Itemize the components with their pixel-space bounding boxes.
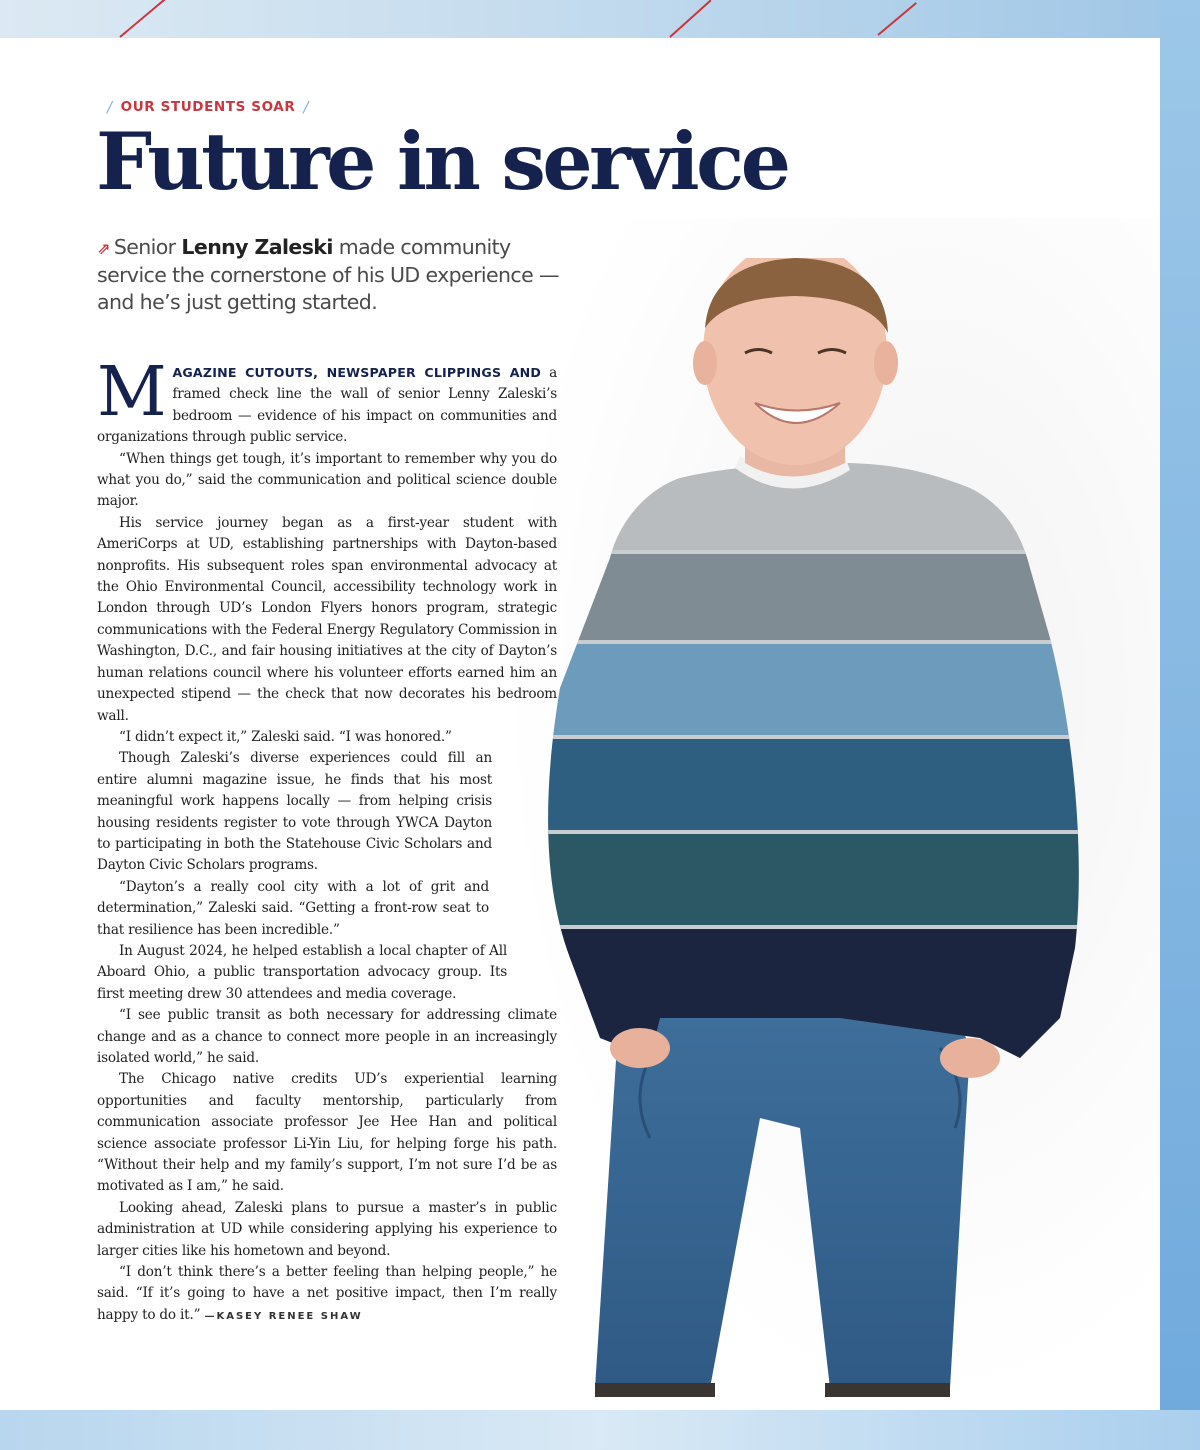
page-title: Future in service (96, 115, 788, 208)
deck-before: Senior (113, 235, 182, 259)
article-paragraph: “When things get tough, it’s important to remember why you do what you do,” said the communication and political science double major. (97, 450, 557, 510)
article-paragraph: “I didn’t expect it,” Zaleski said. “I was honored.” (119, 728, 452, 745)
article-paragraph (97, 353, 557, 449)
page-frame-top (0, 0, 1200, 38)
article-paragraph (97, 1262, 557, 1327)
page-frame-bottom (0, 1410, 1200, 1450)
paragraph-text: “I don’t think there’s a better feeling than helping people,” he said. “If it’s going to have a net positive impact, then I’m really happy to do it.” (97, 1264, 557, 1323)
article-body (97, 353, 557, 1327)
section-kicker (107, 98, 309, 116)
article-paragraph: “I see public transit as both necessary for addressing climate change and as a chance to connect more people in an increasingly isolated world,” he said. (97, 1007, 557, 1066)
lead-in: AGAZINE CUTOUTS, NEWSPAPER CLIPPINGS AND (172, 365, 542, 380)
paragraph-text: a framed check line the wall of senior Lenny Zaleski’s bedroom — evidence of his impact on communities and organizations through public service. (97, 365, 557, 446)
deck-subheading (97, 234, 567, 316)
article-paragraph: The Chicago native credits UD’s experiential learning opportunities and faculty mentorship, particularly from communication associate professor Jee Hee Han and political science associate professor Li-Yin Liu, for helping forge his path. “Without their help and my family’s support, I’m not sure I’d be as motivated as I am,” he said. (97, 1071, 557, 1195)
slash-icon: / (303, 98, 309, 116)
article-paragraph: Though Zaleski’s diverse experiences could fill an entire alumni magazine issue, he finds that his most meaningful work happens locally — from helping crisis housing residents register to vote through YWCA Dayton to participating in both the Statehouse Civic Scholars and Dayton Civic Scholars programs. (97, 750, 492, 874)
article-paragraph: “Dayton’s a really cool city with a lot of grit and determination,” Zaleski said. “Getting a front-row seat to that resilience has been incredible.” (97, 878, 489, 938)
drop-cap: M (97, 353, 167, 432)
article-paragraph: His service journey began as a first-year student with AmeriCorps at UD, establishing partnerships with Dayton-based nonprofits. His subsequent roles span environmental advocacy at the Ohio Environmental Council, accessibility technology work in London through UD’s London Flyers honors program, strategic communications with the Federal Energy Regulatory Commission in Washington, D.C., and fair housing initiatives at the city of Dayton’s human relations council where his volunteer efforts earned him an unexpected stipend — the check that now decorates his bedroom wall. (97, 514, 557, 724)
arrow-up-right-icon: ⇗ (97, 239, 110, 258)
portrait-photo (500, 258, 1160, 1410)
deck-after: made community service the cornerstone of his UD experience — and he’s just getting started. (97, 235, 559, 314)
section-label: OUR STUDENTS SOAR (120, 99, 296, 115)
article-paragraph: Looking ahead, Zaleski plans to pursue a master’s in public administration at UD while considering applying his experience to larger cities like his hometown and beyond. (97, 1199, 557, 1259)
deck-name: Lenny Zaleski (181, 235, 333, 259)
magazine-page (0, 38, 1160, 1410)
slash-icon: / (107, 98, 113, 116)
article-paragraph: In August 2024, he helped establish a local chapter of All Aboard Ohio, a public transportation advocacy group. Its first meeting drew 30 attendees and media coverage. (97, 942, 507, 1002)
page-frame-right (1160, 0, 1200, 1450)
byline: —KASEY RENEE SHAW (204, 1310, 363, 1322)
